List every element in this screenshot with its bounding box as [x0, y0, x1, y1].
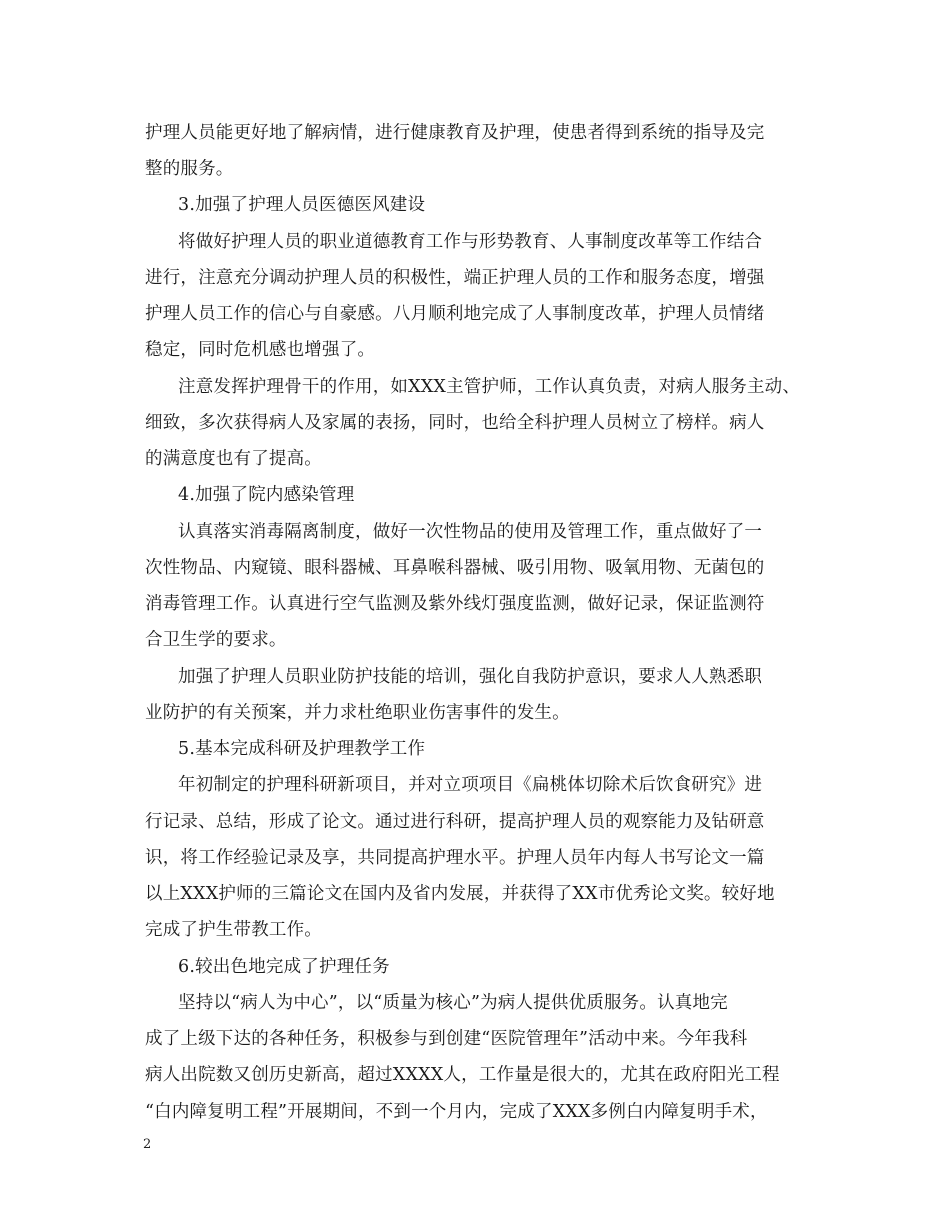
- text-line: 细致，多次获得病人及家属的表扬，同时，也给全科护理人员树立了榜样。病人: [145, 413, 765, 433]
- text-line: 护理人员工作的信心与自豪感。八月顺利地完成了人事制度改革，护理人员情绪: [145, 304, 765, 324]
- text-line: 坚持以“病人为中心”，以“质量为核心”为病人提供优质服务。认真地完: [178, 993, 728, 1013]
- text-line: 整的服务。: [145, 159, 234, 179]
- section-heading: 3.加强了护理人员医德医风建设: [178, 195, 426, 215]
- page-number: 2: [143, 1137, 152, 1152]
- section-heading: 5.基本完成科研及护理教学工作: [178, 739, 426, 759]
- text-line: 完成了护生带教工作。: [145, 920, 322, 940]
- text-line: 成了上级下达的各种任务，积极参与到创建“医院管理年”活动中来。今年我科: [145, 1029, 748, 1049]
- text-line: 业防护的有关预案，并力求杜绝职业伤害事件的发生。: [145, 703, 570, 723]
- text-line: 病人出院数又创历史新高，超过XXXX人，工作量是很大的，尤其在政府阳光工程: [145, 1065, 780, 1085]
- text-line: 识，将工作经验记录及享，共同提高护理水平。护理人员年内每人书写论文一篇: [145, 848, 765, 868]
- text-line: 护理人员能更好地了解病情，进行健康教育及护理，使患者得到系统的指导及完: [145, 123, 765, 143]
- text-line: 稳定，同时危机感也增强了。: [145, 340, 376, 360]
- text-line: 注意发挥护理骨干的作用，如XXX主管护师，工作认真负责，对病人服务主动、: [178, 377, 801, 397]
- text-line: 加强了护理人员职业防护技能的培训，强化自我防护意识，要求人人熟悉职: [178, 667, 763, 687]
- text-line: 次性物品、内窥镜、眼科器械、耳鼻喉科器械、吸引用物、吸氧用物、无菌包的: [145, 558, 765, 578]
- text-line: 合卫生学的要求。: [145, 630, 287, 650]
- text-line: 以上XXX护师的三篇论文在国内及省内发展，并获得了XX市优秀论文奖。较好地: [145, 884, 775, 904]
- text-line: 年初制定的护理科研新项目，并对立项项目《扁桃体切除术后饮食研究》进: [178, 775, 763, 795]
- text-line: 认真落实消毒隔离制度，做好一次性物品的使用及管理工作，重点做好了一: [178, 522, 763, 542]
- text-line: 将做好护理人员的职业道德教育工作与形势教育、人事制度改革等工作结合: [178, 232, 763, 252]
- section-heading: 6.较出色地完成了护理任务: [178, 957, 390, 977]
- text-line: 行记录、总结，形成了论文。通过进行科研，提高护理人员的观察能力及钻研意: [145, 812, 765, 832]
- text-line: 消毒管理工作。认真进行空气监测及紫外线灯强度监测，做好记录，保证监测符: [145, 594, 765, 614]
- text-line: 进行，注意充分调动护理人员的积极性，端正护理人员的工作和服务态度，增强: [145, 268, 765, 288]
- text-line: “白内障复明工程”开展期间，不到一个月内，完成了XXX多例白内障复明手术，: [145, 1102, 768, 1122]
- section-heading: 4.加强了院内感染管理: [178, 485, 355, 505]
- text-line: 的满意度也有了提高。: [145, 449, 322, 469]
